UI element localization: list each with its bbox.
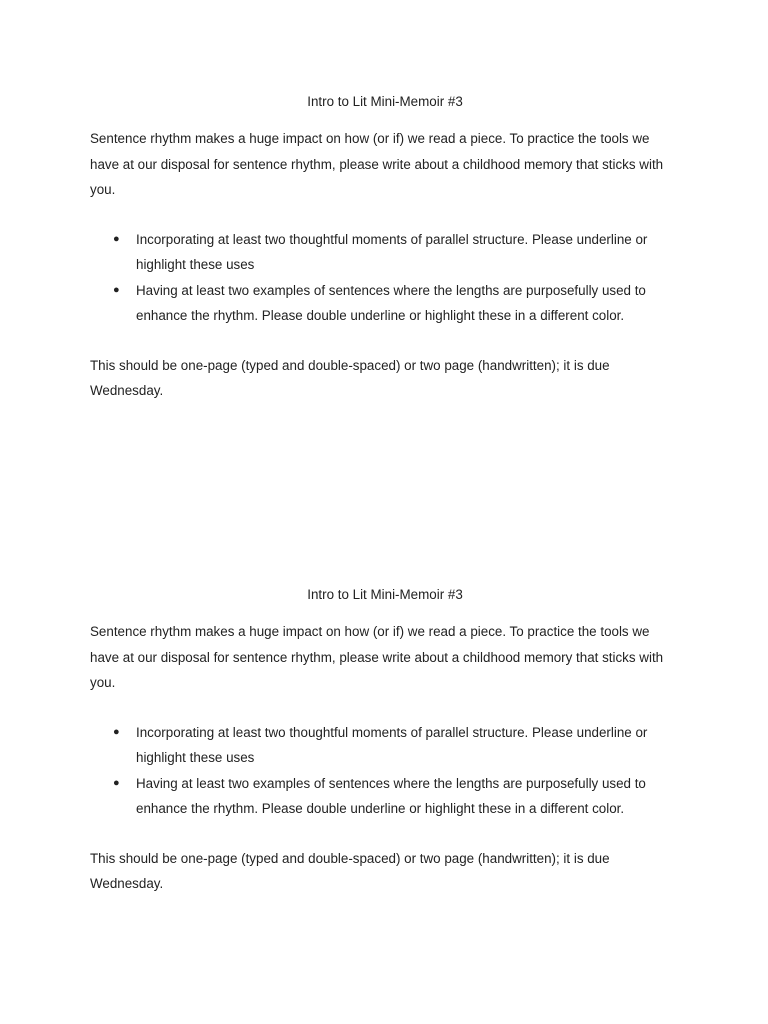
list-item (90, 720, 680, 771)
handout-bottom (90, 582, 680, 897)
intro-paragraph: Sentence rhythm makes a huge impact on how (or if) we read a piece. To practice the tools we have at our disposal for sentence rhythm, please write about a childhood memory that sticks with you. (90, 131, 664, 197)
handout-top (90, 89, 680, 404)
list-item (90, 278, 680, 329)
requirements-list (90, 227, 680, 329)
handout-title: Intro to Lit Mini-Memoir #3 (307, 94, 463, 109)
bullet-icon: ● (113, 283, 120, 296)
list-item-text: Incorporating at least two thoughtful moments of parallel structure. Please underline or highlight these uses (136, 231, 648, 272)
list-item (90, 771, 680, 822)
requirements-list (90, 720, 680, 822)
bullet-icon: ● (113, 725, 120, 738)
bullet-icon: ● (113, 776, 120, 789)
closing-paragraph: This should be one-page (typed and double-spaced) or two page (handwritten); it is due Wednesday. (90, 357, 610, 398)
intro-paragraph: Sentence rhythm makes a huge impact on how (or if) we read a piece. To practice the tools we have at our disposal for sentence rhythm, please write about a childhood memory that sticks with you. (90, 624, 664, 690)
closing-paragraph: This should be one-page (typed and double-spaced) or two page (handwritten); it is due Wednesday. (90, 850, 610, 891)
list-item-text: Having at least two examples of sentences where the lengths are purposefully used to enhance the rhythm. Please double underline or highlight these in a different color. (136, 775, 646, 816)
list-item (90, 227, 680, 278)
list-item-text: Incorporating at least two thoughtful moments of parallel structure. Please underline or highlight these uses (136, 724, 648, 765)
handout-title: Intro to Lit Mini-Memoir #3 (307, 587, 463, 602)
list-item-text: Having at least two examples of sentences where the lengths are purposefully used to enhance the rhythm. Please double underline or highlight these in a different color. (136, 282, 646, 323)
bullet-icon: ● (113, 232, 120, 245)
